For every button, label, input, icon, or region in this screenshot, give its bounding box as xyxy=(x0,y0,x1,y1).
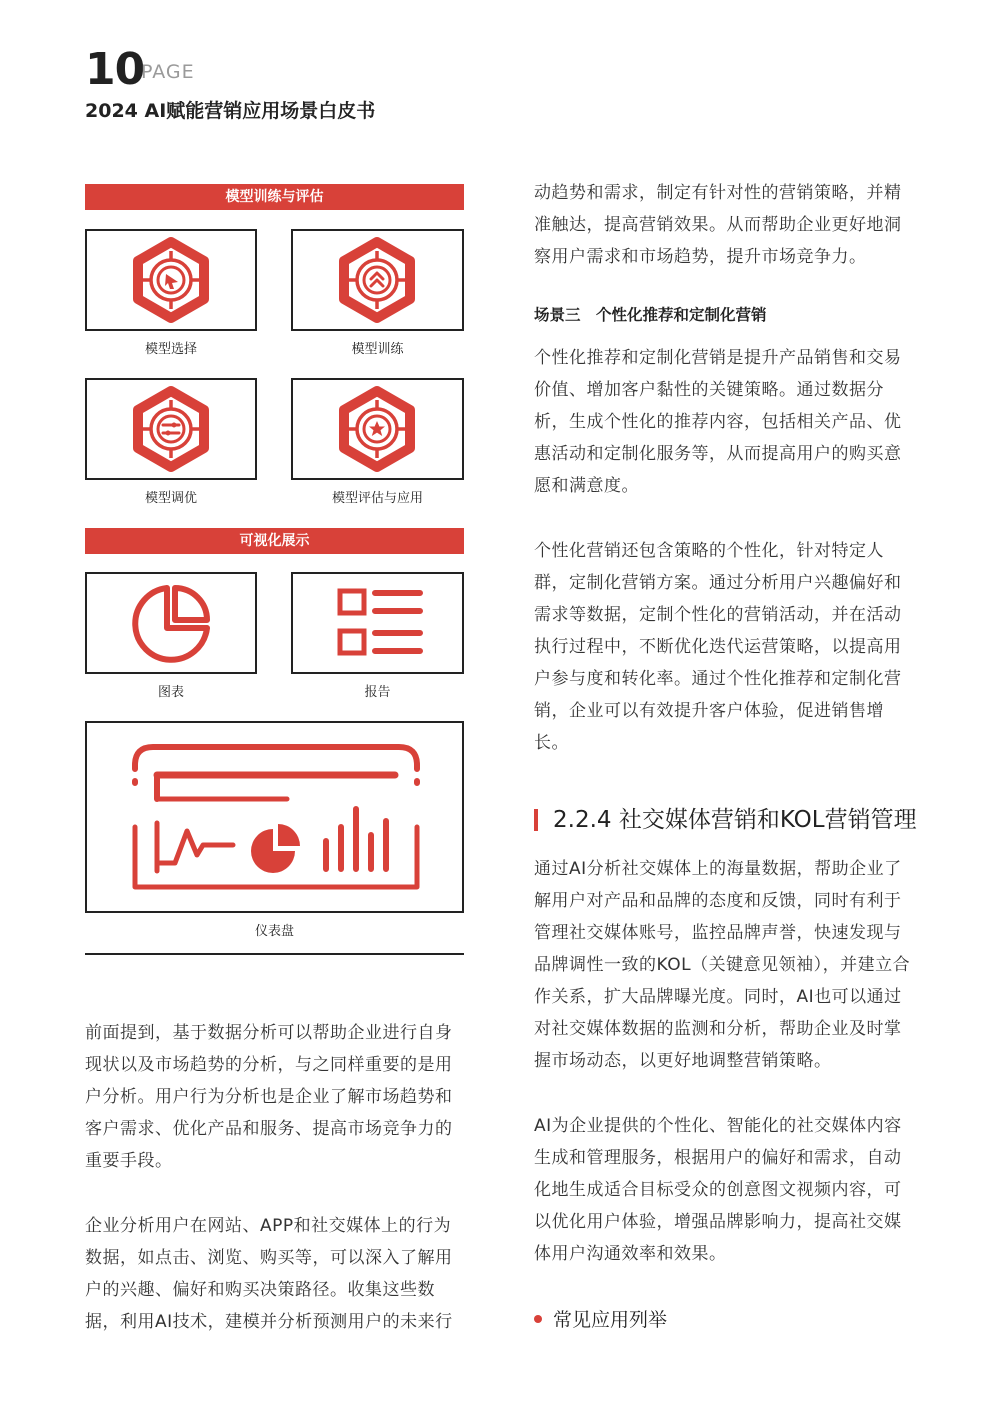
right-paragraph-3: 通过AI分析社交媒体上的海量数据，帮助企业了解用户对产品和品牌的态度和反馈，同时有利于管理社交媒体账号，监控品牌声誉，快速发现与品牌调性一致的KOL（关键意见领袖），并建立合作关系，扩大品牌曝光度。同时，AI也可以通过对社交媒体数据的监测和分析，帮助企业及时掌握市场动态，以更好地调整营销策略。 xyxy=(534,859,911,1071)
left-paragraph-2: 企业分析用户在网站、APP和社交媒体上的行为数据，如点击、浏览、购买等，可以深入了解用户的兴趣、偏好和购买决策路径。收集这些数据，利用AI技术，建模并分析预测用户的未来行 xyxy=(85,1216,453,1332)
caption-model-select: 模型选择 xyxy=(144,342,197,357)
model-tune-card xyxy=(85,378,257,480)
bullet-common-applications xyxy=(534,1305,667,1335)
section-bar-model-training: 模型训练与评估 xyxy=(85,184,464,210)
left-paragraph-1: 前面提到，基于数据分析可以帮助企业进行自身现状以及市场趋势的分析，与之同样重要的是用户分析。用户行为分析也是企业了解市场趋势和客户需求、优化产品和服务、提高市场竞争力的重要手段。 xyxy=(85,1023,453,1171)
page-label: PAGE xyxy=(141,61,195,83)
bullet-dot-icon xyxy=(534,1315,542,1323)
model-evaluate-card xyxy=(291,378,464,480)
caption-dashboard: 仪表盘 xyxy=(254,924,294,939)
scene-3-heading: 场景三 个性化推荐和定制化营销 xyxy=(534,306,767,324)
model-select-icon xyxy=(87,231,255,329)
report-icon xyxy=(293,574,462,672)
pie-chart-icon xyxy=(87,574,255,672)
model-train-icon xyxy=(293,231,462,329)
bullet-text: 常见应用列举 xyxy=(553,1309,668,1331)
figure-divider xyxy=(85,953,464,955)
document-title: 2024 AI赋能营销应用场景白皮书 xyxy=(85,100,376,122)
dashboard-icon xyxy=(87,723,462,911)
section-heading-2-2-4 xyxy=(534,803,934,839)
dashboard-card xyxy=(85,721,464,913)
caption-model-evaluate: 模型评估与应用 xyxy=(331,491,423,506)
caption-report: 报告 xyxy=(364,685,391,700)
section-heading-text: 2.2.4 社交媒体营销和KOL营销管理 xyxy=(553,807,917,833)
caption-chart: 图表 xyxy=(157,685,184,700)
report-card xyxy=(291,572,464,674)
model-select-card xyxy=(85,229,257,331)
chart-card xyxy=(85,572,257,674)
right-paragraph-1: 个性化推荐和定制化营销是提升产品销售和交易价值、增加客户黏性的关键策略。通过数据分析，生成个性化的推荐内容，包括相关产品、优惠活动和定制化服务等，从而提高用户的购买意愿和满意度。 xyxy=(534,348,902,496)
right-paragraph-2: 个性化营销还包含策略的个性化，针对特定人群，定制化营销方案。通过分析用户兴趣偏好和需求等数据，定制个性化的营销活动，并在活动执行过程中，不断优化迭代运营策略，以提高用户参与度和转化率。通过个性化推荐和定制化营销，企业可以有效提升客户体验，促进销售增长。 xyxy=(534,541,902,753)
model-tune-icon xyxy=(87,380,255,478)
right-paragraph-4: AI为企业提供的个性化、智能化的社交媒体内容生成和管理服务，根据用户的偏好和需求，自动化地生成适合目标受众的创意图文视频内容，可以优化用户体验，增强品牌影响力，提高社交媒体用户沟通效率和效果。 xyxy=(534,1116,902,1264)
model-train-card xyxy=(291,229,464,331)
model-evaluate-icon xyxy=(293,380,462,478)
caption-model-train: 模型训练 xyxy=(351,342,404,357)
page-number: 10 xyxy=(85,44,145,95)
heading-accent-bar xyxy=(534,809,538,831)
section-bar-visualization: 可视化展示 xyxy=(85,528,464,554)
right-paragraph-0: 动趋势和需求，制定有针对性的营销策略，并精准触达，提高营销效果。从而帮助企业更好地洞察用户需求和市场趋势，提升市场竞争力。 xyxy=(534,183,902,267)
caption-model-tune: 模型调优 xyxy=(144,491,197,506)
